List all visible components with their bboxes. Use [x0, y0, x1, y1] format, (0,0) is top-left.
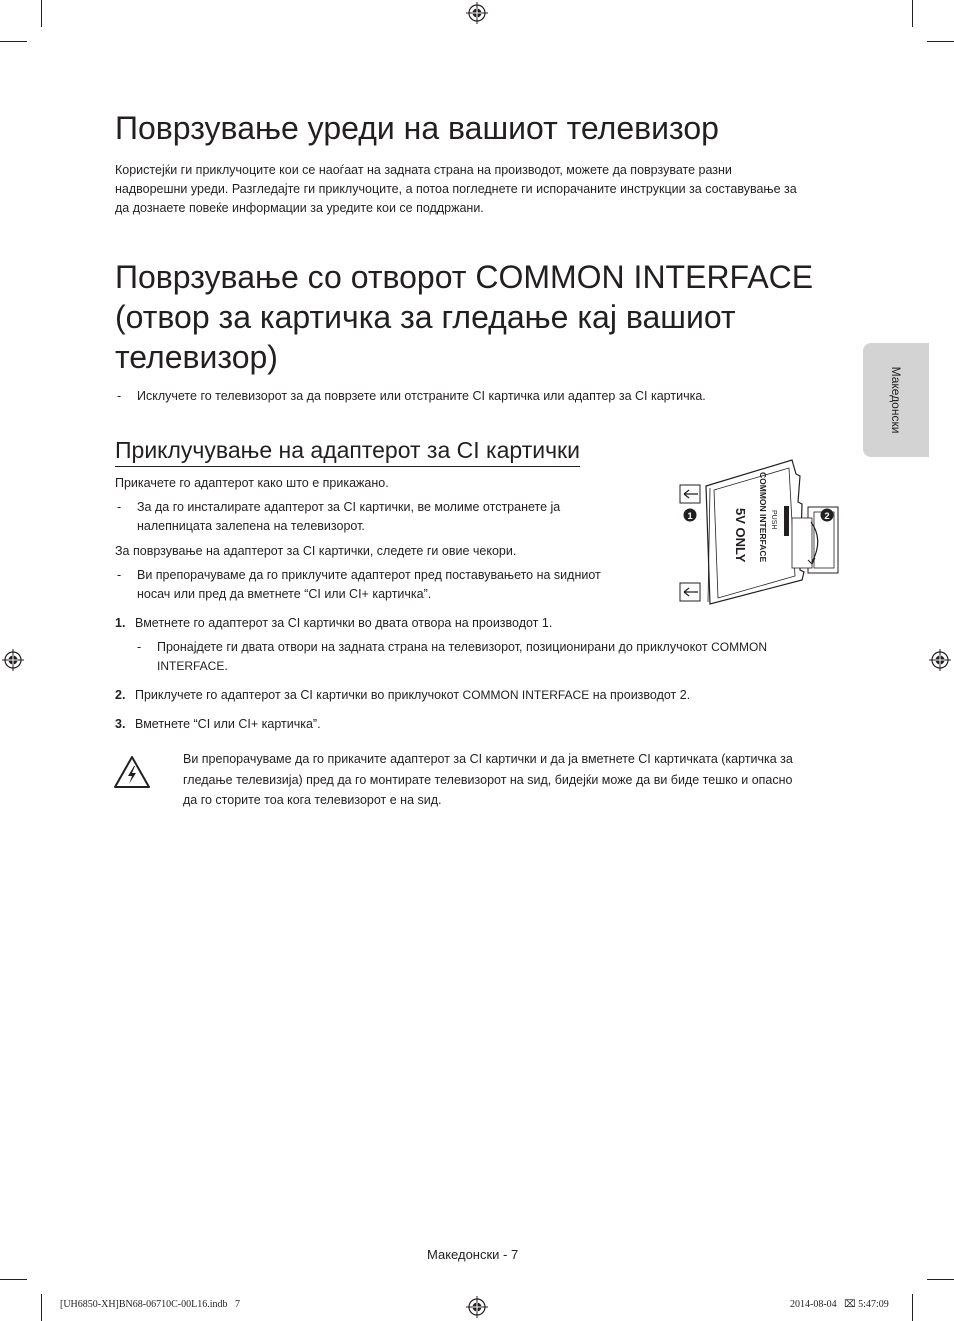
registration-mark-icon [466, 2, 488, 24]
note-text: налепницата залепена на телевизорот. [137, 519, 365, 534]
print-date-info: 2014-08-04 ⌧ 5:47:09 [790, 1299, 889, 1310]
note-text: носач или пред да вметнете “CI или CI+ картичка”. [137, 587, 432, 602]
warning-line: да го сторите тоа кога телевизорот е на ѕид. [183, 793, 442, 807]
marker-1: 1 [687, 511, 693, 522]
common-label: COMMON [711, 640, 768, 654]
warning-line: гледање телевизија) пред да го монтирате телевизорот на ѕид, бидејќи може да ви биде тешко и опасно [183, 772, 793, 787]
note-end: . [224, 659, 228, 674]
registration-mark-icon [466, 1296, 488, 1318]
step-text: Вметнете го адаптерот за CI картички во двата отвора на производот 1. [135, 616, 553, 630]
registration-mark-icon [2, 649, 24, 671]
crop-mark [0, 41, 27, 42]
adapter-body [706, 460, 804, 604]
connect-text: За поврзување на адаптерот за CI картички, следете ги овие чекори. [115, 544, 517, 558]
registration-mark-icon [929, 649, 951, 671]
title-line: (отвор за картичка за гледање кај вашиот [115, 299, 736, 335]
subsection-title: Приклучување на адаптерот за CI картички [115, 434, 580, 467]
crop-mark [927, 41, 954, 42]
language-side-tab [863, 343, 929, 457]
intro-line: надворешни уреди. Разгледајте ги приклучоците, а потоа погледнете ги испорачаните инструкции за составување за [115, 182, 797, 197]
print-file-info: [UH6850-XH]BN68-06710C-00L16.indb 7 [60, 1299, 240, 1310]
section-title-common-interface [115, 257, 835, 377]
dash-marker: - [117, 389, 122, 403]
step-3 [115, 715, 321, 734]
crop-mark [41, 0, 42, 27]
step-text-end: на производот 2. [589, 688, 691, 702]
crop-mark [0, 1279, 27, 1280]
step-1 [115, 614, 553, 633]
step-text: Вметнете “CI или CI+ картичка”. [135, 717, 321, 731]
crop-mark [912, 0, 913, 27]
common-interface-label: COMMON INTERFACE [462, 688, 590, 702]
step-number: 2. [115, 688, 126, 702]
ci-adapter-illustration [674, 452, 844, 608]
language-label: Македонски [889, 366, 903, 434]
step-number: 3. [115, 717, 126, 731]
note-text: Пронајдете ги двата отвори на задната страна на телевизорот, позиционирани до приклучокот [157, 640, 712, 654]
page-number: Македонски - 7 [427, 1247, 519, 1262]
push-label: PUSH [770, 510, 777, 530]
note-text: За да го инсталирате адаптерот за CI картички, ве молиме отстранете ја [137, 500, 561, 514]
5v-only-label: 5V ONLY [733, 508, 748, 563]
step-text: Приклучете го адаптерот за CI картички во приклучокот [135, 688, 463, 702]
intro-line: да дознаете повеќе информации за уредите кои се поддржани. [115, 201, 484, 216]
warning-icon [113, 755, 151, 789]
dash-marker: - [117, 500, 122, 514]
attach-text: Прикачете го адаптерот како што е прикажано. [115, 476, 389, 490]
crop-mark [41, 1294, 42, 1321]
title-line: Поврзување со отворот COMMON INTERFACE [115, 259, 814, 295]
note-text: Исклучете го телевизорот за да поврзете или отстраните CI картичка или адаптер за CI картичка. [137, 389, 706, 403]
note-text: Ви препорачуваме да го приклучите адаптерот пред поставувањето на ѕидниот [137, 568, 601, 582]
common-interface-label: COMMON INTERFACE [758, 472, 768, 563]
interface-label: INTERFACE [157, 659, 225, 674]
step-number: 1. [115, 616, 126, 630]
title-line: телевизор) [115, 339, 278, 375]
intro-line: Користејќи ги приклучоците кои се наоѓаат на задната страна на производот, можете да поврзувате разни [115, 163, 732, 177]
page-title: Поврзување уреди на вашиот телевизор [115, 110, 719, 146]
crop-mark [912, 1294, 913, 1321]
intro-paragraph [115, 161, 835, 219]
warning-text [183, 749, 793, 811]
warning-line: Ви препорачуваме да го прикачите адаптерот за CI картички и да ја вметнете CI картичката (картичка за [183, 752, 793, 766]
dash-marker: - [117, 568, 122, 582]
step-2 [115, 686, 691, 705]
marker-2: 2 [824, 511, 830, 522]
crop-mark [927, 1279, 954, 1280]
dash-marker: - [137, 640, 142, 654]
